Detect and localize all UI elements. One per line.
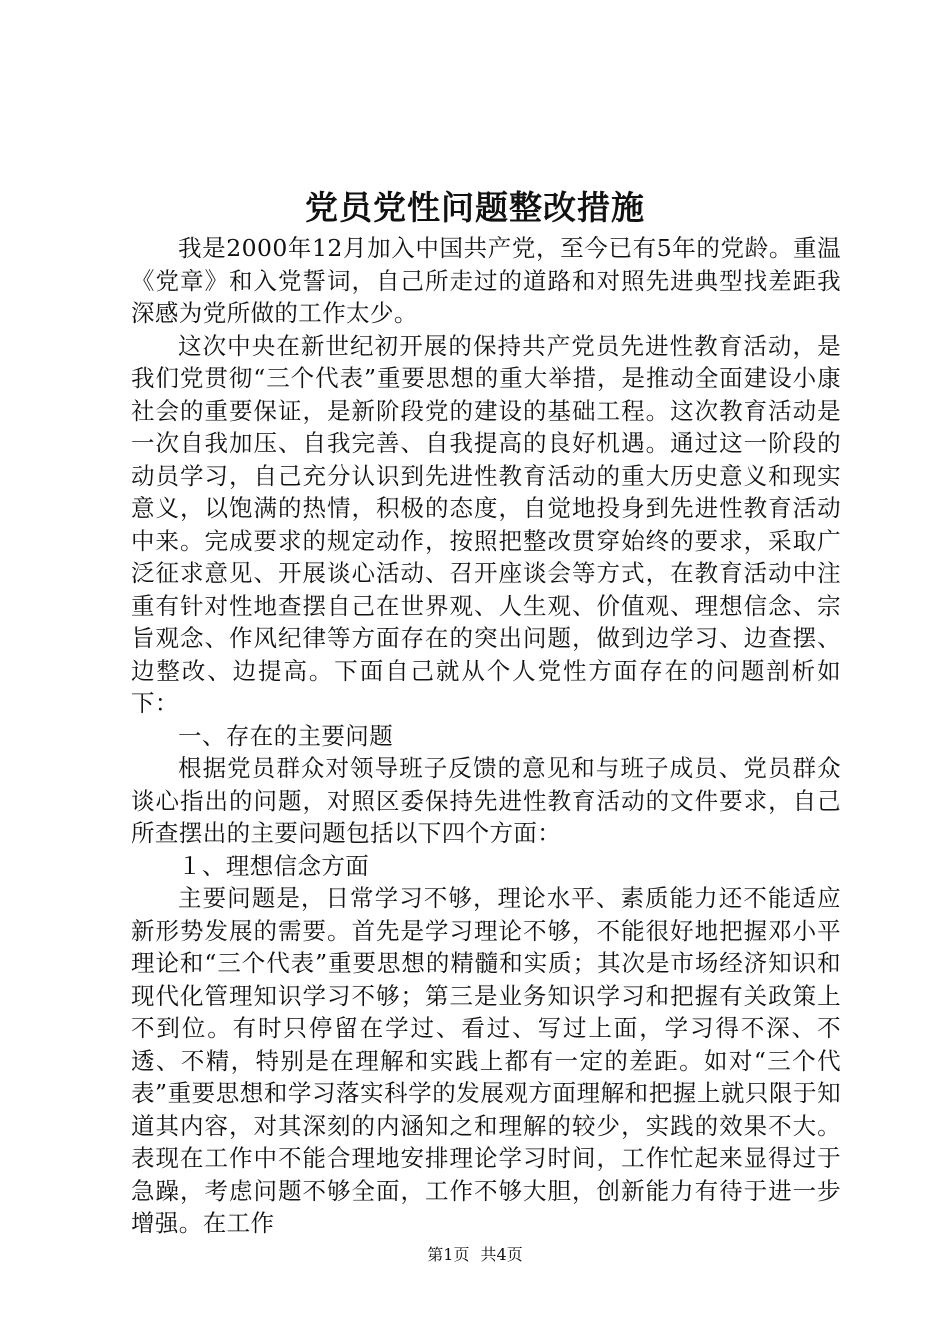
section-heading-main-problems: 一、存在的主要问题	[178, 721, 394, 750]
document-body	[131, 232, 841, 1240]
page-footer	[0, 1244, 950, 1266]
document-title: 党员党性问题整改措施	[305, 188, 645, 227]
paragraph-education-activity: 这次中央在新世纪初开展的保持共产党员先进性教育活动，是我们党贯彻“三个代表”重要思想的重大举措，是推动全面建设小康社会的重要保证，是新阶段党的建设的基础工程。这次教育活动是一次自我加压、自我完善、自我提高的良好机遇。通过这一阶段的动员学习，自己充分认识到先进性教育活动的重大历史意义和现实意义，以饱满的热情，积极的态度，自觉地投身到先进性教育活动中来。完成要求的规定动作，按照把整改贯穿始终的要求，采取广泛征求意见、开展谈心活动、召开座谈会等方式，在教育活动中注重有针对性地查摆自己在世界观、人生观、价值观、理想信念、宗旨观念、作风纪律等方面存在的突出问题，做到边学习、边查摆、边整改、边提高。下面自己就从个人党性方面存在的问题剖析如下：	[131, 331, 841, 717]
paragraph-intro: 我是2000年12月加入中国共产党，至今已有5年的党龄。重温《党章》和入党誓词，自己所走过的道路和对照先进典型找差距我深感为党所做的工作太少。	[131, 234, 841, 327]
subsection-heading-ideals: １、理想信念方面	[178, 851, 370, 880]
paragraph-ideals-details: 主要问题是，日常学习不够，理论水平、素质能力还不能适应新形势发展的需要。首先是学习理论不够，不能很好地把握邓小平理论和“三个代表”重要思想的精髓和实质；其次是市场经济知识和现代化管理知识学习不够；第三是业务知识学习和把握有关政策上不到位。有时只停留在学过、看过、写过上面，学习得不深、不透、不精，特别是在理解和实践上都有一定的差距。如对“三个代表”重要思想和学习落实科学的发展观方面理解和把握上就只限于知道其内容，对其深刻的内涵知之和理解的较少，实践的效果不大。表现在工作中不能合理地安排理论学习时间，工作忙起来显得过于急躁，考虑问题不够全面，工作不够大胆，创新能力有待于进一步增强。在工作	[131, 884, 841, 1237]
paragraph-problem-summary: 根据党员群众对领导班子反馈的意见和与班子成员、党员群众谈心指出的问题，对照区委保持先进性教育活动的文件要求，自己所查摆出的主要问题包括以下四个方面：	[131, 754, 841, 847]
page-total: 共4页	[480, 1245, 523, 1264]
page-number: 第1页	[427, 1245, 470, 1264]
